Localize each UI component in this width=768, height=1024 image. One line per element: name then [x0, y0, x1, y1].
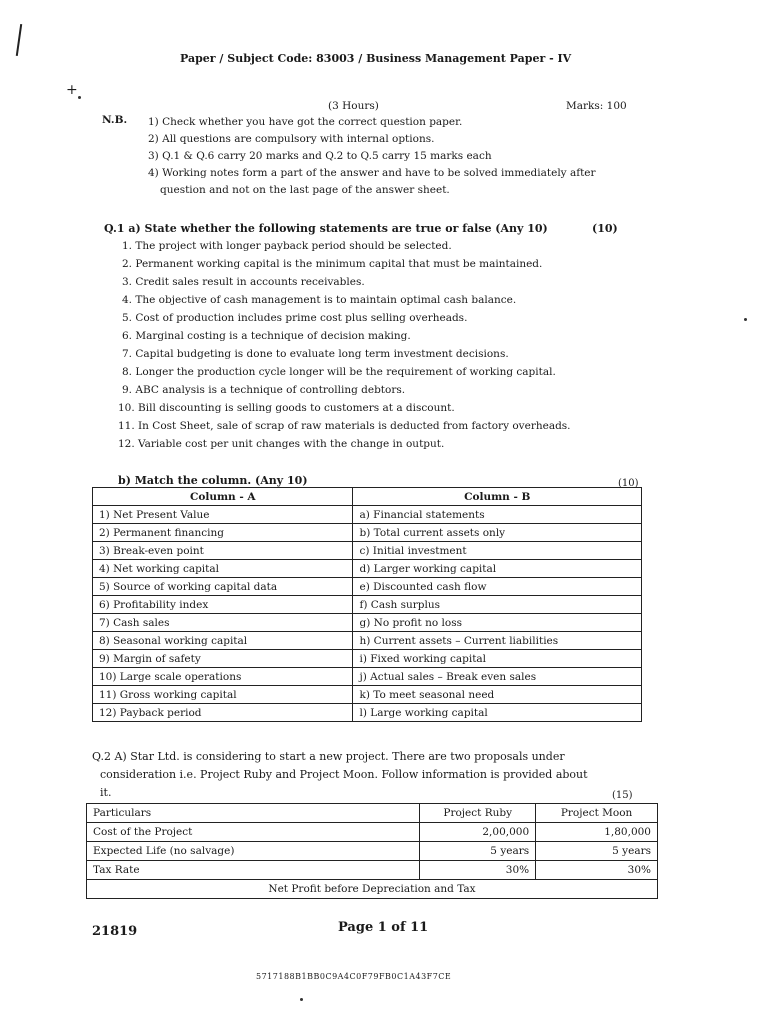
q1b-marks: (10) — [618, 478, 639, 489]
nb-label: N.B. — [102, 114, 128, 126]
column-b-cell: f) Cash surplus — [353, 596, 642, 614]
footer-id: 5717188B1BB0C9A4C0F79FB0C1A43F7CE — [256, 972, 452, 981]
column-b-cell: c) Initial investment — [353, 542, 642, 560]
speck — [300, 998, 303, 1001]
column-a-cell: 8) Seasonal working capital — [93, 632, 353, 650]
instruction-note: 1) Check whether you have got the correct question paper. — [148, 116, 463, 128]
instruction-note: question and not on the last page of the answer sheet. — [160, 184, 450, 196]
column-b-cell: i) Fixed working capital — [353, 650, 642, 668]
table-row — [87, 842, 658, 861]
column-a-cell: 12) Payback period — [93, 704, 353, 722]
statement: 3. Credit sales result in accounts receivables. — [122, 276, 365, 288]
q2-marks: (15) — [612, 790, 633, 801]
q2-text: it. — [100, 786, 112, 799]
particular-cell: Expected Life (no salvage) — [87, 842, 420, 861]
statement: 12. Variable cost per unit changes with the change in output. — [118, 438, 445, 450]
column-a-cell: 4) Net working capital — [93, 560, 353, 578]
column-b-cell: g) No profit no loss — [353, 614, 642, 632]
statement: 11. In Cost Sheet, sale of scrap of raw materials is deducted from factory overheads. — [118, 420, 571, 432]
table-row — [87, 861, 658, 880]
particular-cell: Cost of the Project — [87, 823, 420, 842]
table-row — [93, 596, 642, 614]
moon-value-cell: 30% — [536, 861, 658, 880]
margin-scribble: + — [66, 82, 78, 98]
ruby-value-cell: 5 years — [420, 842, 536, 861]
column-b-cell: e) Discounted cash flow — [353, 578, 642, 596]
q1a-title: Q.1 a) State whether the following statements are true or false (Any 10) — [104, 222, 548, 235]
particulars-header: Particulars — [87, 804, 420, 823]
column-a-cell: 10) Large scale operations — [93, 668, 353, 686]
column-a-cell: 1) Net Present Value — [93, 506, 353, 524]
project-moon-header: Project Moon — [536, 804, 658, 823]
table-row — [93, 578, 642, 596]
column-a-cell: 9) Margin of safety — [93, 650, 353, 668]
statement: 6. Marginal costing is a technique of decision making. — [122, 330, 411, 342]
table-header-row — [87, 804, 658, 823]
q2-text: Q.2 A) Star Ltd. is considering to start a new project. There are two proposals under — [92, 750, 565, 763]
table-row — [93, 668, 642, 686]
table-row — [93, 560, 642, 578]
statement: 1. The project with longer payback period should be selected. — [122, 240, 452, 252]
table-row — [93, 506, 642, 524]
moon-value-cell: 5 years — [536, 842, 658, 861]
column-b-cell: l) Large working capital — [353, 704, 642, 722]
column-b-cell: d) Larger working capital — [353, 560, 642, 578]
total-marks: Marks: 100 — [566, 100, 627, 112]
column-b-cell: h) Current assets – Current liabilities — [353, 632, 642, 650]
column-a-cell: 5) Source of working capital data — [93, 578, 353, 596]
statement: 10. Bill discounting is selling goods to customers at a discount. — [118, 402, 455, 414]
instruction-note: 3) Q.1 & Q.6 carry 20 marks and Q.2 to Q.5 carry 15 marks each — [148, 150, 492, 162]
statement: 5. Cost of production includes prime cost plus selling overheads. — [122, 312, 468, 324]
exam-duration: (3 Hours) — [328, 100, 379, 112]
paper-header: Paper / Subject Code: 83003 / Business Management Paper - IV — [180, 52, 572, 65]
paper-code: 21819 — [92, 924, 138, 939]
statement: 4. The objective of cash management is to maintain optimal cash balance. — [122, 294, 517, 306]
instruction-note: 2) All questions are compulsory with internal options. — [148, 133, 435, 145]
column-a-cell: 2) Permanent financing — [93, 524, 353, 542]
moon-value-cell: 1,80,000 — [536, 823, 658, 842]
table-row — [93, 614, 642, 632]
statement: 9. ABC analysis is a technique of controlling debtors. — [122, 384, 406, 396]
match-table — [92, 487, 642, 722]
column-b-cell: j) Actual sales – Break even sales — [353, 668, 642, 686]
table-footer: Net Profit before Depreciation and Tax — [87, 880, 658, 899]
column-b-header: Column - B — [353, 488, 642, 506]
speck — [78, 96, 81, 99]
statement: 7. Capital budgeting is done to evaluate long term investment decisions. — [122, 348, 509, 360]
column-b-cell: a) Financial statements — [353, 506, 642, 524]
table-row — [93, 632, 642, 650]
table-footer-row — [87, 880, 658, 899]
project-table — [86, 803, 658, 899]
particular-cell: Tax Rate — [87, 861, 420, 880]
instruction-note: 4) Working notes form a part of the answer and have to be solved immediately after — [148, 167, 596, 179]
table-row — [93, 650, 642, 668]
table-row — [87, 823, 658, 842]
margin-mark — [16, 24, 22, 56]
q1b-title: b) Match the column. (Any 10) — [118, 474, 308, 487]
column-a-cell: 6) Profitability index — [93, 596, 353, 614]
column-b-cell: k) To meet seasonal need — [353, 686, 642, 704]
column-a-cell: 7) Cash sales — [93, 614, 353, 632]
page-number: Page 1 of 11 — [338, 920, 429, 935]
ruby-value-cell: 30% — [420, 861, 536, 880]
column-b-cell: b) Total current assets only — [353, 524, 642, 542]
table-row — [93, 704, 642, 722]
table-row — [93, 524, 642, 542]
column-a-cell: 3) Break-even point — [93, 542, 353, 560]
ruby-value-cell: 2,00,000 — [420, 823, 536, 842]
table-row — [93, 686, 642, 704]
column-a-cell: 11) Gross working capital — [93, 686, 353, 704]
statement: 2. Permanent working capital is the minimum capital that must be maintained. — [122, 258, 543, 270]
column-a-header: Column - A — [93, 488, 353, 506]
project-ruby-header: Project Ruby — [420, 804, 536, 823]
q2-text: consideration i.e. Project Ruby and Project Moon. Follow information is provided about — [100, 768, 588, 781]
speck — [744, 318, 747, 321]
statement: 8. Longer the production cycle longer will be the requirement of working capital. — [122, 366, 556, 378]
q1a-marks: (10) — [592, 222, 618, 235]
table-row — [93, 542, 642, 560]
